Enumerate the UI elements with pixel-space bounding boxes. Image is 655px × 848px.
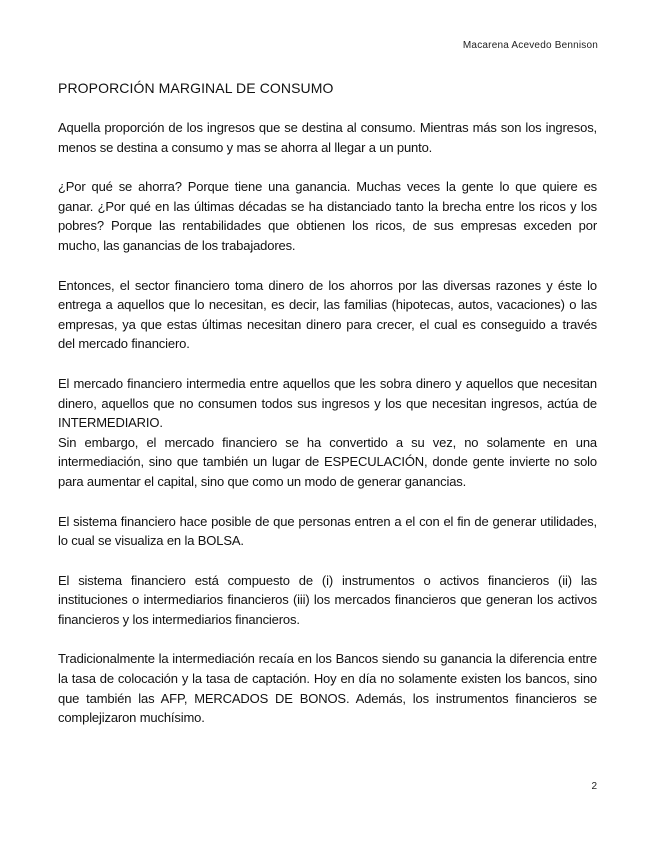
- paragraph-marginal-propensity: Aquella proporción de los ingresos que se destina al consumo. Mientras más son los ingresos, menos se destina a consumo y mas se ahorra al llegar a un punto.: [58, 120, 597, 155]
- paragraph-system-components: El sistema financiero está compuesto de (i) instrumentos o activos financieros (ii) las instituciones o intermediarios financieros (iii) los mercados financieros que generan los activos financieros y los intermediarios financieros.: [58, 572, 597, 627]
- page-number: 2: [591, 781, 597, 792]
- header-author: Macarena Acevedo Bennison: [462, 40, 598, 51]
- document-title: PROPORCIÓN MARGINAL DE CONSUMO: [58, 80, 334, 96]
- paragraph-banks-intermediation: Tradicionalmente la intermediación recaía en los Bancos siendo su ganancia la diferencia entre la tasa de colocación y la tasa de captación. Hoy en día no solamente existen los bancos, sino que también las AFP, MERCADOS DE BONOS. Además, los instrumentos financieros se complejizaron muchísimo.: [58, 651, 597, 726]
- paragraph-financial-sector: Entonces, el sector financiero toma dinero de los ahorros por las diversas razones y éste lo entrega a aquellos que lo necesitan, es decir, las familias (hipotecas, autos, vacaciones) o las empresas, ya que estas últimas necesitan dinero para crecer, el cual es conseguido a través del mercado financiero.: [58, 277, 597, 352]
- paragraph-speculation: Sin embargo, el mercado financiero se ha convertido a su vez, no solamente en una intermediación, sino que también un lugar de ESPECULACIÓN, donde gente invierte no solo para aumentar el capital, sino que como un modo de generar ganancias.: [58, 434, 597, 489]
- paragraph-why-save: ¿Por qué se ahorra? Porque tiene una ganancia. Muchas veces la gente lo que quiere es ganar. ¿Por qué en las últimas décadas se ha distanciado tanto la brecha entre los ricos y los pobres? Porque las rentabilidades que obtienen los ricos, de sus empresas exceden por mucho, las ganancias de los trabajadores.: [58, 179, 597, 253]
- document-body: [58, 118, 597, 748]
- paragraph-financial-market-intermediary: El mercado financiero intermedia entre aquellos que les sobra dinero y aquellos que necesitan dinero, aquellos que no consumen todos sus ingresos y los que necesitan ingresos, actúa de INTERMEDIARIO.: [58, 375, 597, 431]
- paragraph-stock-exchange: El sistema financiero hace posible de que personas entren a el con el fin de generar utilidades, lo cual se visualiza en la BOLSA.: [58, 513, 597, 549]
